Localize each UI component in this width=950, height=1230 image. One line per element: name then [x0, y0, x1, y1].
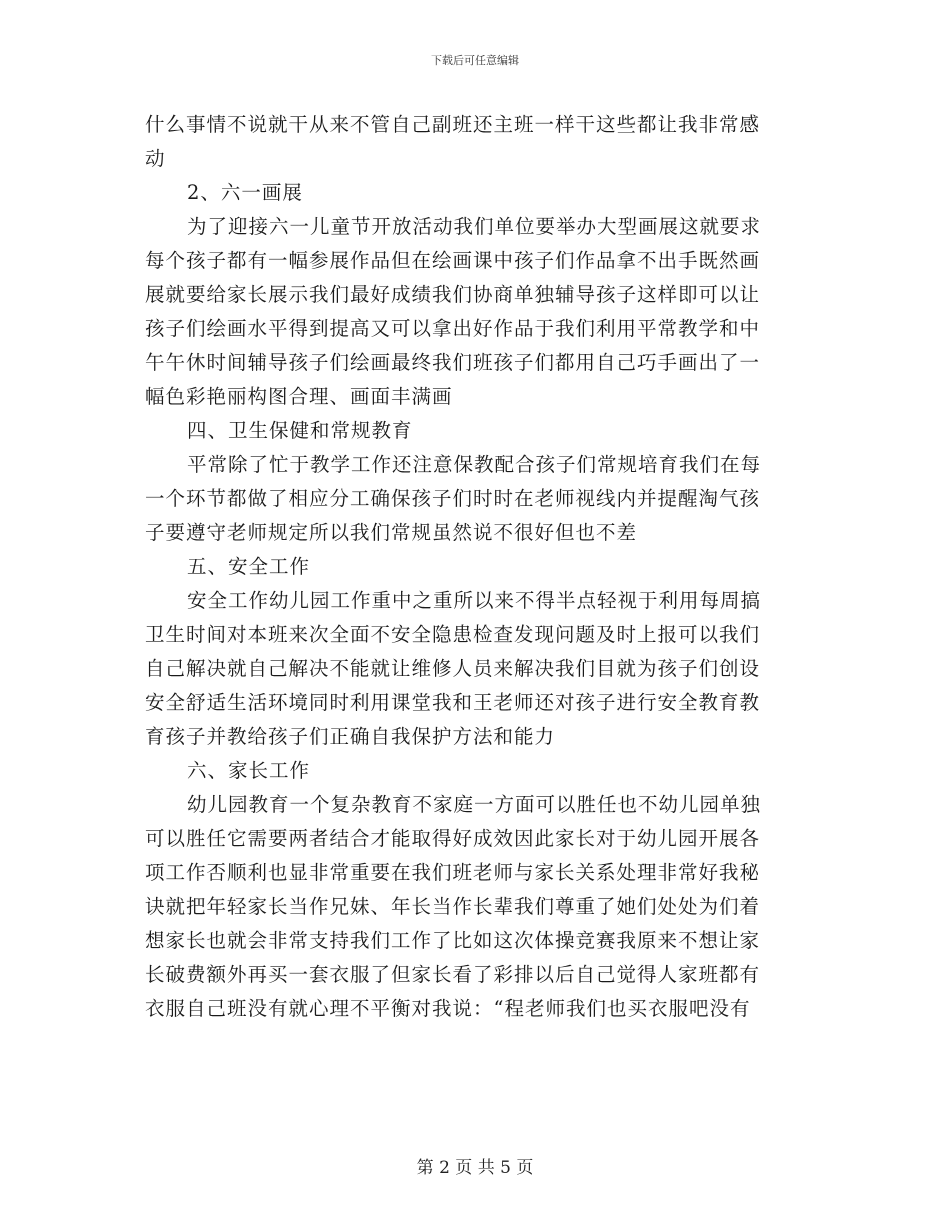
- section-heading: 六、家长工作: [187, 759, 311, 782]
- text-line: 为了迎接六一儿童节开放活动我们单位要举办大型画展这就要求: [187, 215, 762, 238]
- text-line: 衣服自己班没有就心理不平衡对我说：“程老师我们也买衣服吧没有: [145, 997, 751, 1020]
- text-line: 什么事情不说就干从来不管自己副班还主班一样干这些都让我非常感: [145, 113, 761, 136]
- text-line: 幅色彩艳丽构图合理、画面丰满画: [145, 385, 453, 408]
- text-line: 幼儿园教育一个复杂教育不家庭一方面可以胜任也不幼儿园单独: [187, 793, 762, 816]
- text-line: 动: [145, 147, 166, 170]
- text-line: 每个孩子都有一幅参展作品但在绘画课中孩子们作品拿不出手既然画: [145, 249, 761, 272]
- text-line: 想家长也就会非常支持我们工作了比如这次体操竞赛我原来不想让家: [145, 929, 761, 952]
- text-line: 展就要给家长展示我们最好成绩我们协商单独辅导孩子这样即可以让: [145, 283, 761, 306]
- text-line: 自己解决就自己解决不能就让维修人员来解决我们目就为孩子们创设: [145, 657, 761, 680]
- text-line: 卫生时间对本班来次全面不安全隐患检查发现问题及时上报可以我们: [145, 623, 761, 646]
- text-line: 育孩子并教给孩子们正确自我保护方法和能力: [145, 725, 556, 748]
- text-line: 安全工作幼儿园工作重中之重所以来不得半点轻视于利用每周搞: [187, 589, 762, 612]
- page-header: 下载后可任意编辑: [431, 54, 519, 67]
- text-line: 诀就把年轻家长当作兄妹、年长当作长辈我们尊重了她们处处为们着: [145, 895, 761, 918]
- text-line: 孩子们绘画水平得到提高又可以拿出好作品于我们利用平常教学和中: [145, 317, 761, 340]
- document-body: [145, 108, 810, 1026]
- text-line: 长破费额外再买一套衣服了但家长看了彩排以后自己觉得人家班都有: [145, 963, 761, 986]
- text-line: 项工作否顺利也显非常重要在我们班老师与家长关系处理非常好我秘: [145, 861, 761, 884]
- text-line: 平常除了忙于教学工作还注意保教配合孩子们常规培育我们在每: [187, 453, 762, 476]
- page-footer: 第 2 页 共 5 页: [416, 1158, 534, 1178]
- section-heading: 2、六一画展: [187, 181, 303, 204]
- text-line: 安全舒适生活环境同时利用课堂我和王老师还对孩子进行安全教育教: [145, 691, 761, 714]
- text-line: 子要遵守老师规定所以我们常规虽然说不很好但也不差: [145, 521, 638, 544]
- text-line: 可以胜任它需要两者结合才能取得好成效因此家长对于幼儿园开展各: [145, 827, 761, 850]
- text-line: 午午休时间辅导孩子们绘画最终我们班孩子们都用自己巧手画出了一: [145, 351, 761, 374]
- section-heading: 五、安全工作: [187, 555, 311, 578]
- section-heading: 四、卫生保健和常规教育: [187, 419, 413, 442]
- text-line: 一个环节都做了相应分工确保孩子们时时在老师视线内并提醒淘气孩: [145, 487, 761, 510]
